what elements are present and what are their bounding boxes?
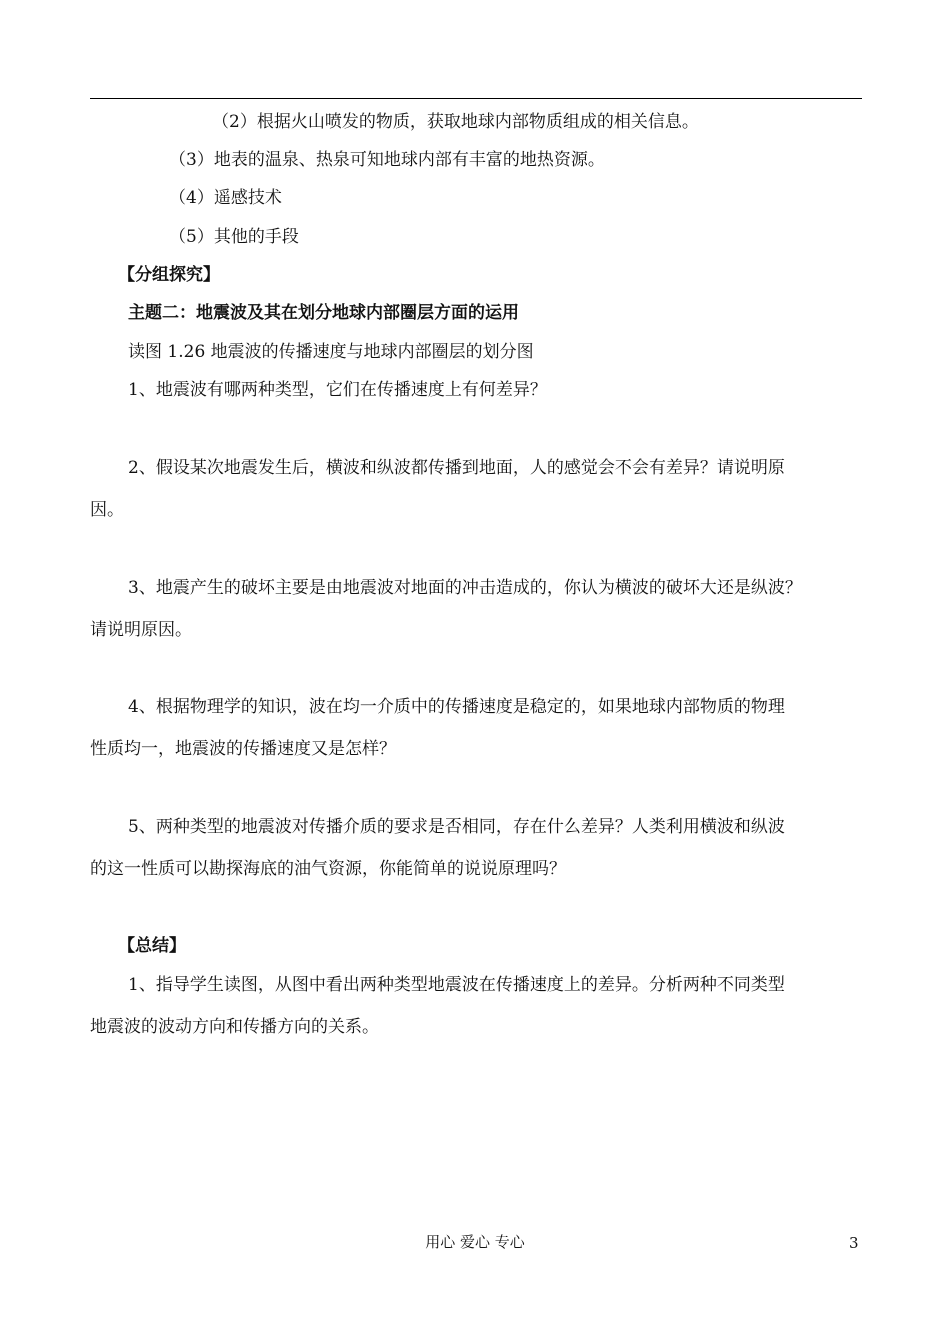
question-5-line-1: 5、两种类型的地震波对传播介质的要求是否相同，存在什么差异？人类利用横波和纵波 (128, 817, 785, 837)
summary-heading: 【总结】 (118, 936, 186, 956)
question-4-line-2: 性质均一，地震波的传播速度又是怎样？ (90, 739, 396, 759)
item-2: （2）根据火山喷发的物质，获取地球内部物质组成的相关信息。 (212, 112, 699, 132)
footer-slogan: 用心 爱心 专心 (425, 1233, 525, 1251)
question-2-line-1: 2、假设某次地震发生后，横波和纵波都传播到地面，人的感觉会不会有差异？请说明原 (128, 458, 785, 478)
question-1: 1、地震波有哪两种类型，它们在传播速度上有何差异？ (128, 380, 547, 400)
item-4: （4）遥感技术 (169, 188, 282, 208)
page-number: 3 (849, 1234, 859, 1252)
item-5: （5）其他的手段 (169, 227, 299, 247)
header-rule (90, 98, 862, 99)
group-heading: 【分组探究】 (118, 265, 220, 285)
theme-title: 主题二：地震波及其在划分地球内部圈层方面的运用 (128, 303, 519, 323)
question-3-line-2: 请说明原因。 (90, 620, 192, 640)
summary-1-line-1: 1、指导学生读图，从图中看出两种类型地震波在传播速度上的差异。分析两种不同类型 (128, 975, 785, 995)
question-4-line-1: 4、根据物理学的知识，波在均一介质中的传播速度是稳定的，如果地球内部物质的物理 (128, 697, 785, 717)
question-5-line-2: 的这一性质可以勘探海底的油气资源，你能简单的说说原理吗？ (90, 859, 566, 879)
item-3: （3）地表的温泉、热泉可知地球内部有丰富的地热资源。 (169, 150, 605, 170)
question-2-line-2: 因。 (90, 500, 124, 520)
summary-1-line-2: 地震波的波动方向和传播方向的关系。 (90, 1017, 379, 1037)
figure-reference: 读图 1.26 地震波的传播速度与地球内部圈层的划分图 (128, 342, 534, 362)
question-3-line-1: 3、地震产生的破坏主要是由地震波对地面的冲击造成的，你认为横波的破坏大还是纵波？ (128, 578, 802, 598)
